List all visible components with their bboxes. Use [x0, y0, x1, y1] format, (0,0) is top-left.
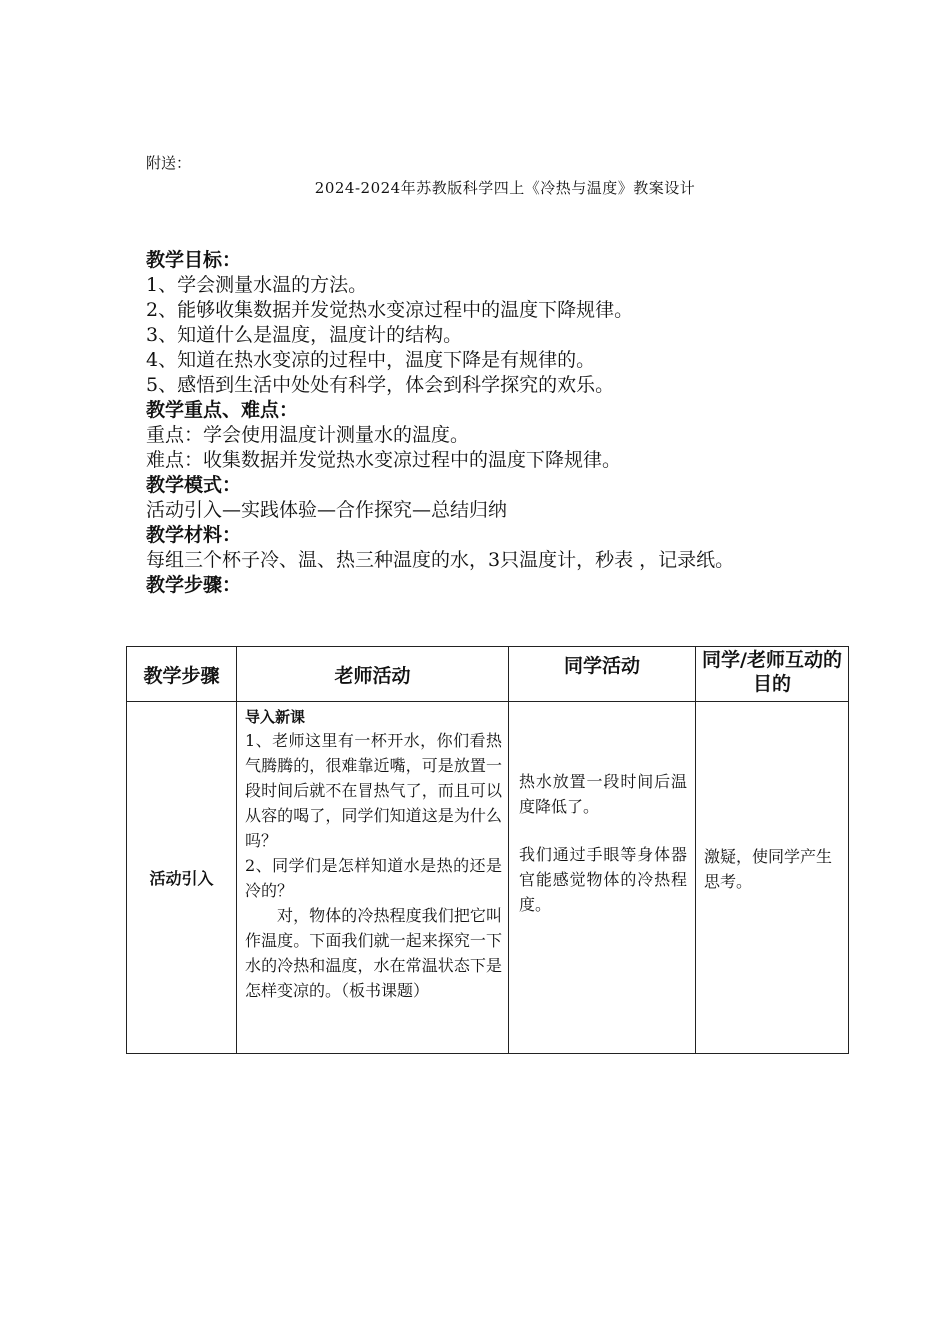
steps-heading: 教学步骤：: [146, 574, 242, 596]
student-paragraph: 我们通过手眼等身体器官能感觉物体的冷热程度。: [519, 845, 687, 914]
attachment-label: 附送：: [146, 154, 192, 172]
header-student-activity: 同学活动: [509, 647, 696, 702]
header-step: 教学步骤: [127, 647, 237, 702]
teaching-steps-table: [126, 646, 849, 1054]
difficult-point: 难点：收集数据并发觉热水变凉过程中的温度下降规律。: [146, 449, 622, 471]
student-activity-cell: [509, 702, 696, 1054]
purpose-cell: 激疑，使同学产生思考。: [696, 702, 849, 1054]
key-point: 重点：学会使用温度计测量水的温度。: [146, 424, 470, 446]
key-points-heading: 教学重点、难点：: [146, 399, 299, 421]
objective-item: 5、感悟到生活中处处有科学，体会到科学探究的欢乐。: [146, 374, 615, 396]
objectives-heading: 教学目标：: [146, 249, 242, 271]
mode-heading: 教学模式：: [146, 474, 242, 496]
table-header-row: [127, 647, 849, 702]
student-paragraph: 热水放置一段时间后温度降低了。: [519, 772, 687, 816]
teaching-mode: 活动引入—实践体验—合作探究—总结归纳: [146, 499, 508, 521]
lesson-body: [146, 248, 826, 598]
teacher-paragraph: 对，物体的冷热程度我们把它叫作温度。下面我们就一起来探究一下水的冷热和温度，水在常温状态下是怎样变凉的。（板书课题）: [245, 906, 502, 1000]
materials-heading: 教学材料：: [146, 524, 242, 546]
objective-item: 4、知道在热水变凉的过程中，温度下降是有规律的。: [146, 349, 596, 371]
objective-item: 1、学会测量水温的方法。: [146, 274, 368, 296]
teacher-paragraph: 2、同学们是怎样知道水是热的还是冷的？: [245, 856, 502, 900]
teacher-paragraph: 1、老师这里有一杯开水，你们看热气腾腾的，很难靠近嘴，可是放置一段时间后就不在冒热气了，而且可以从容的喝了，同学们知道这是为什么吗？: [245, 731, 502, 850]
header-purpose: 同学/老师互动的目的: [696, 647, 849, 702]
objective-item: 2、能够收集数据并发觉热水变凉过程中的温度下降规律。: [146, 299, 634, 321]
teacher-subheading: 导入新课: [245, 708, 306, 726]
document-title: 2024-2024年苏教版科学四上《冷热与温度》教案设计: [314, 179, 696, 197]
table-row: [127, 702, 849, 1054]
step-cell: 活动引入: [127, 702, 237, 1054]
teacher-activity-cell: [237, 702, 509, 1054]
header-teacher-activity: 老师活动: [237, 647, 509, 702]
materials-text: 每组三个杯子冷、温、热三种温度的水，3只温度计，秒表 ，记录纸。: [146, 549, 735, 571]
objective-item: 3、知道什么是温度，温度计的结构。: [146, 324, 463, 346]
